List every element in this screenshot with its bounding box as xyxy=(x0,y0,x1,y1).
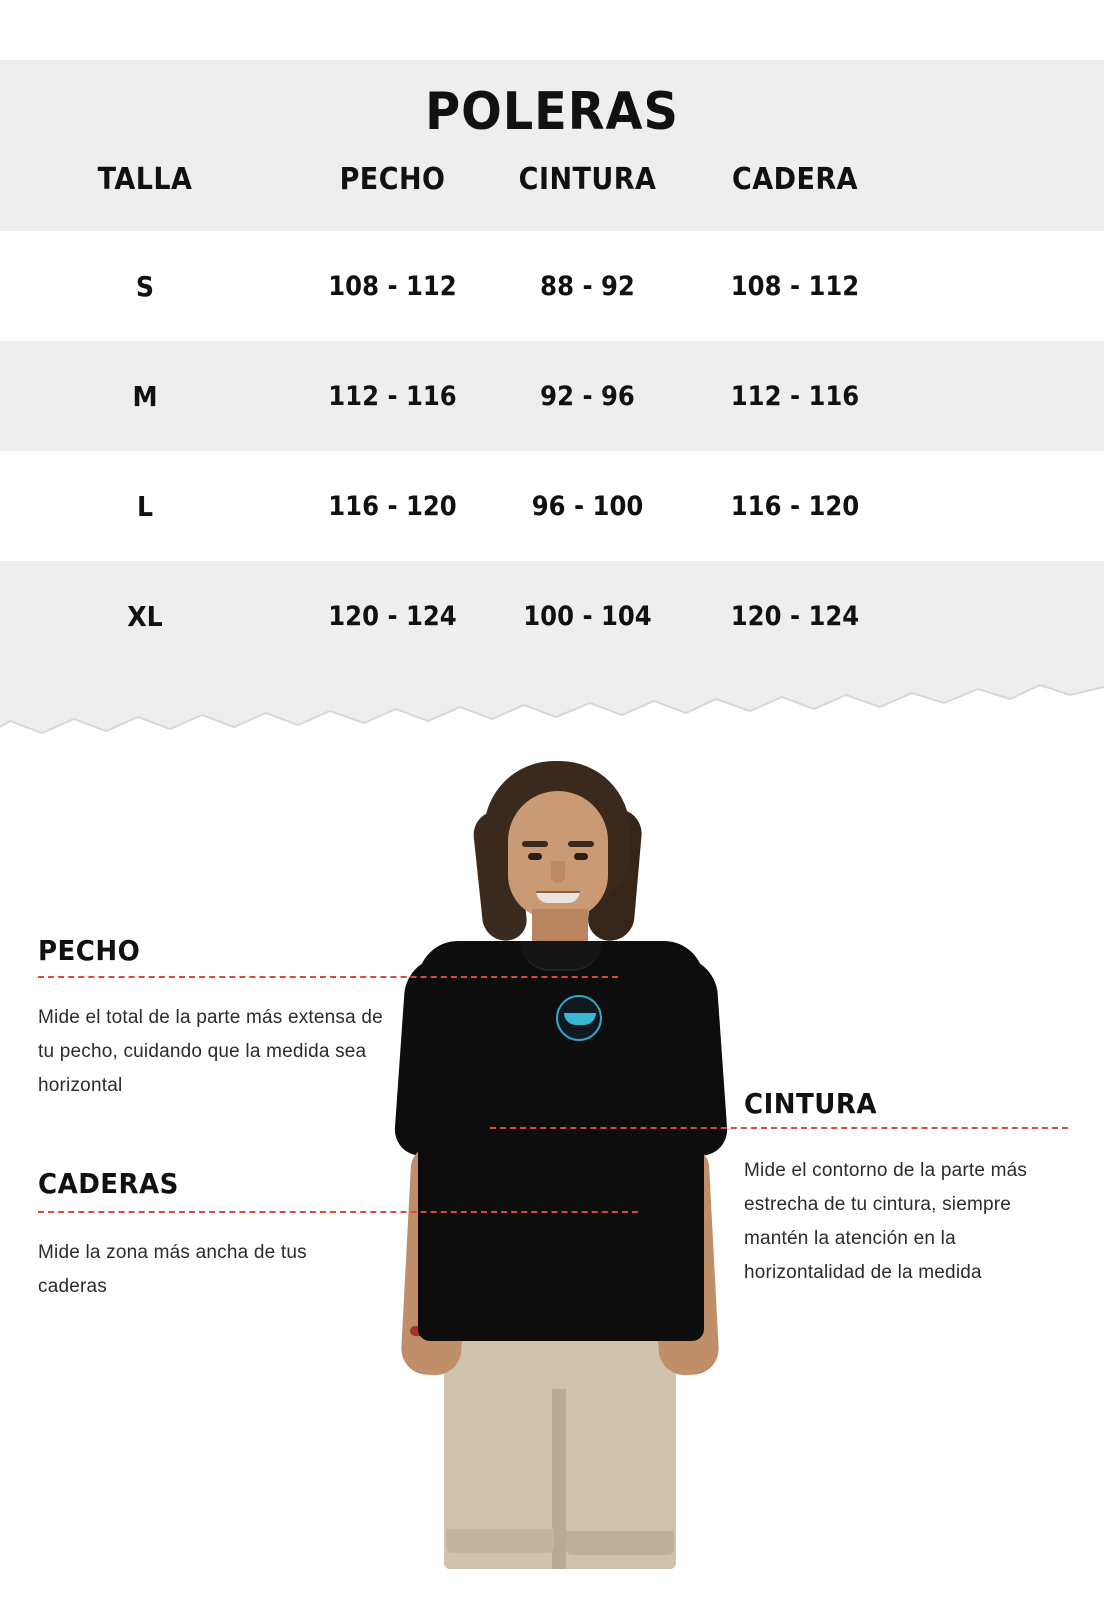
tshirt xyxy=(418,941,704,1341)
annotation-pecho xyxy=(38,934,398,1103)
annotation-cintura-text: Mide el contorno de la parte más estrecha de tu cintura, siempre mantén la atención en la horizontalidad de la medida xyxy=(744,1160,1028,1283)
measurement-illustration-section xyxy=(0,749,1104,1569)
cell-talla: M xyxy=(132,379,158,413)
cell-cintura: 88 - 92 xyxy=(540,270,635,302)
cell-pecho: 112 - 116 xyxy=(328,380,457,412)
brand-logo-icon xyxy=(556,995,602,1041)
annotation-caderas-title: CADERAS xyxy=(38,1167,179,1200)
shorts-hem-right xyxy=(566,1531,674,1555)
torn-paper-divider xyxy=(0,669,1104,749)
cell-pecho: 108 - 112 xyxy=(328,270,457,302)
size-table-body xyxy=(0,231,1104,671)
size-table-head xyxy=(0,162,1104,205)
cell-spacer xyxy=(920,451,1095,561)
cell-cintura: 96 - 100 xyxy=(531,490,644,522)
cell-cintura: 100 - 104 xyxy=(523,600,652,632)
eye-left xyxy=(528,853,542,860)
annotation-caderas-text: Mide la zona más ancha de tus caderas xyxy=(38,1242,307,1297)
shorts-center-shadow xyxy=(552,1389,566,1569)
cell-talla: S xyxy=(135,269,155,303)
col-header-talla: TALLA xyxy=(97,162,193,197)
cell-cadera: 112 - 116 xyxy=(730,380,860,412)
cell-cadera: 108 - 112 xyxy=(730,270,860,302)
cell-talla: L xyxy=(136,489,154,523)
cell-cintura: 92 - 96 xyxy=(540,380,635,412)
page-title-band xyxy=(0,60,1104,162)
table-header-row xyxy=(0,162,1104,205)
torn-paper-shape xyxy=(0,669,1104,749)
cell-talla: XL xyxy=(127,599,163,633)
cell-cadera: 120 - 124 xyxy=(730,600,860,632)
model-photo xyxy=(392,749,722,1569)
nose xyxy=(551,861,565,883)
cell-spacer xyxy=(920,561,1095,671)
table-row xyxy=(0,341,1104,451)
col-header-pecho: PECHO xyxy=(339,162,446,197)
annotation-pecho-text: Mide el total de la parte más extensa de tu pecho, cuidando que la medida sea horizontal xyxy=(38,1007,383,1096)
cell-cadera: 116 - 120 xyxy=(730,490,860,522)
table-row xyxy=(0,231,1104,341)
mouth xyxy=(536,891,580,903)
eyebrow-right xyxy=(568,841,594,847)
table-header-area xyxy=(0,60,1104,231)
table-row xyxy=(0,561,1104,671)
col-header-cadera: CADERA xyxy=(732,162,858,197)
shorts-hem-left xyxy=(446,1529,554,1553)
annotation-caderas xyxy=(38,1167,398,1304)
col-header-spacer xyxy=(920,162,1095,205)
page-title: POLERAS xyxy=(425,82,679,142)
annotation-cintura xyxy=(744,1087,1074,1290)
annotation-cintura-title: CINTURA xyxy=(744,1087,877,1120)
cell-pecho: 116 - 120 xyxy=(328,490,457,522)
cell-spacer xyxy=(920,341,1095,451)
cell-pecho: 120 - 124 xyxy=(328,600,457,632)
cell-spacer xyxy=(920,231,1095,341)
size-table-section xyxy=(0,0,1104,671)
table-column-headers xyxy=(0,162,1104,231)
eye-right xyxy=(574,853,588,860)
eyebrow-left xyxy=(522,841,548,847)
col-header-cintura: CINTURA xyxy=(518,162,657,197)
table-row xyxy=(0,451,1104,561)
annotation-pecho-title: PECHO xyxy=(38,934,141,967)
